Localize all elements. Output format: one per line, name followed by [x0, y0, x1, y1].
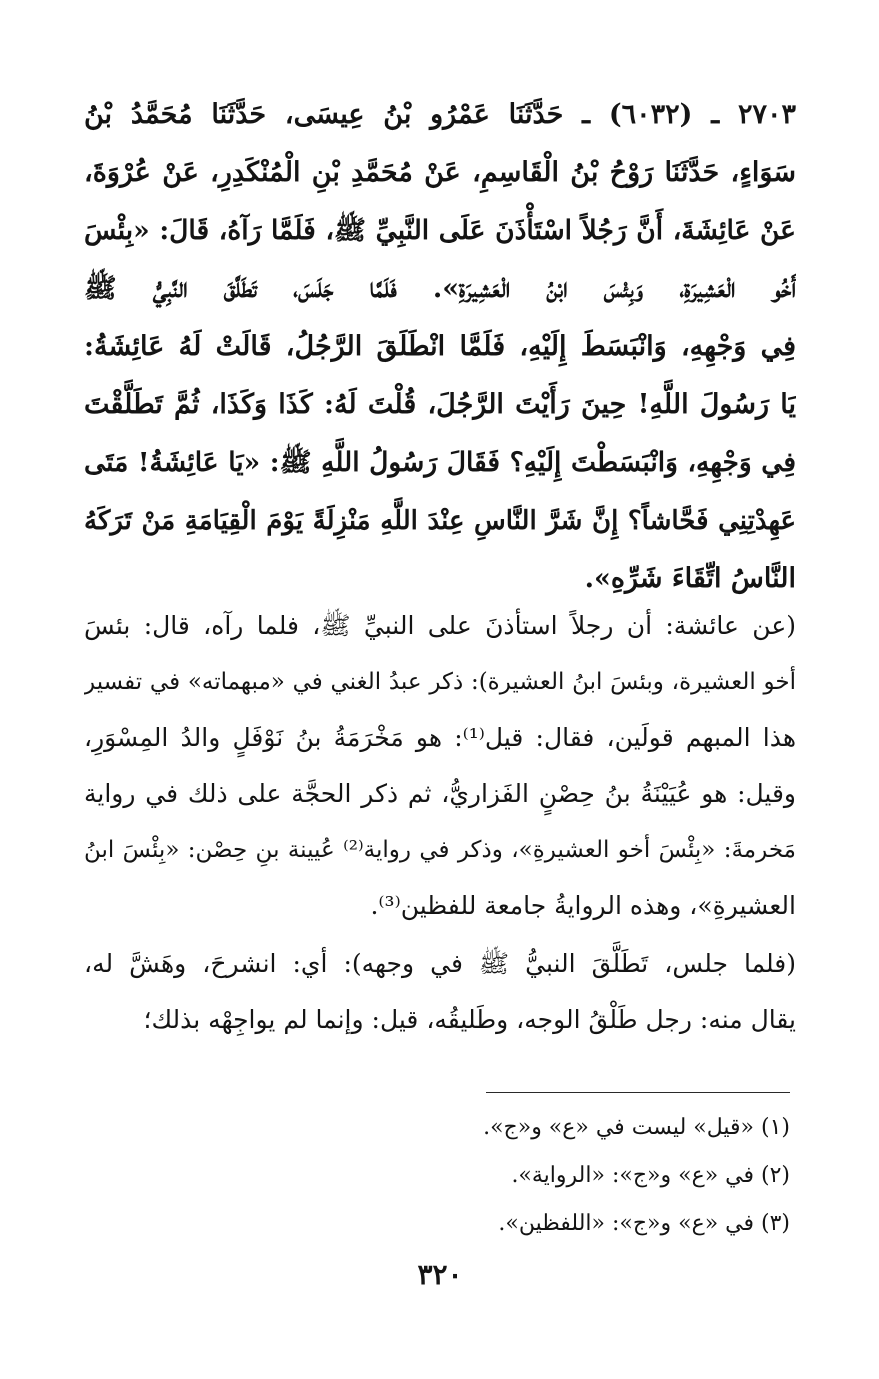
- hadith-line-9: النَّاسُ اتِّقَاءَ شَرِّهِ».: [584, 563, 796, 594]
- footnote-2: (٢) في «ع» و«ج»: «الرواية».: [511, 1163, 790, 1188]
- commentary-1-line-4: وقيل: هو عُيَيْنَةُ بنُ حِصْنٍ الفَزاريُّ، ثم ذكر الحجَّة على ذلك في رواية: [84, 779, 796, 808]
- hadith-line-4: أَخُو الْعَشِيرَةِ، وَبِئْسَ ابْنُ الْعَشِيرَةِ». فَلَمَّا جَلَسَ، تَطَلَّقَ النَّبِيُّ ﷺ: [84, 273, 796, 304]
- commentary-1-line-3: هذا المبهم قولَين، فقال: قيل⁽¹⁾: هو مَخْرَمَةُ بنُ نَوْفَلٍ والدُ المِسْوَرِ،: [84, 723, 796, 752]
- footnote-separator: [486, 1092, 790, 1093]
- commentary-1-line-1: (عن عائشة: أن رجلاً استأذنَ على النبيِّ ﷺ، فلما رآه، قال: بئسَ: [84, 611, 796, 640]
- footnote-1: (١) «قيل» ليست في «ع» و«ج».: [483, 1115, 790, 1140]
- hadith-line-3: عَنْ عَائِشَةَ، أَنَّ رَجُلاً اسْتَأْذَنَ عَلَى النَّبِيِّ ﷺ، فَلَمَّا رَآهُ، قَالَ: «بِئْسَ: [84, 215, 796, 246]
- commentary-1-line-2: أخو العشيرة، وبئسَ ابنُ العشيرة): ذكر عبدُ الغني في «مبهماته» في تفسير: [84, 669, 796, 695]
- commentary-2-line-1: (فلما جلس، تَطَلَّقَ النبيُّ ﷺ في وجهه): أي: انشرحَ، وهَشَّ له،: [84, 949, 796, 978]
- footnotes: [300, 1104, 790, 1248]
- commentary-2-line-2: يقال منه: رجل طَلْقُ الوجه، وطَليقُه، قيل: وإنما لم يواجِهْه بذلك؛: [143, 1005, 796, 1034]
- hadith-line-7: فِي وَجْهِهِ، وَانْبَسَطْتَ إِلَيْهِ؟ فَقَالَ رَسُولُ اللَّهِ ﷺ: «يَا عَائِشَةُ! مَتَى: [84, 447, 796, 478]
- commentary-1-line-6: العشيرةِ»، وهذه الروايةُ جامعة للفظين⁽³⁾.: [370, 891, 796, 920]
- footnote-3: (٣) في «ع» و«ج»: «اللفظين».: [498, 1211, 790, 1236]
- hadith-line-2: سَوَاءٍ، حَدَّثَنَا رَوْحُ بْنُ الْقَاسِمِ، عَنْ مُحَمَّدِ بْنِ الْمُنْكَدِرِ، عَنْ عُرْوَةَ،: [84, 157, 796, 188]
- hadith-line-6: يَا رَسُولَ اللَّهِ! حِينَ رَأَيْتَ الرَّجُلَ، قُلْتَ لَهُ: كَذَا وَكَذَا، ثُمَّ تَطَلَّقْتَ: [84, 389, 796, 420]
- commentary-paragraph-1: [84, 598, 796, 934]
- hadith-text: [84, 86, 796, 608]
- commentary-paragraph-2: [84, 936, 796, 1048]
- commentary-1-line-5: مَخرمةَ: «بِئْسَ أخو العشيرةِ»، وذكر في رواية⁽²⁾ عُيينة بنِ حِصْن: «بِئْسَ ابنُ: [84, 837, 796, 863]
- hadith-line-1: ٢٧٠٣ ـ (٦٠٣٢) ـ حَدَّثَنَا عَمْرُو بْنُ عِيسَى، حَدَّثَنَا مُحَمَّدُ بْنُ: [84, 99, 796, 130]
- hadith-line-5: فِي وَجْهِهِ، وَانْبَسَطَ إِلَيْهِ، فَلَمَّا انْطَلَقَ الرَّجُلُ، قَالَتْ لَهُ عَائِشَةُ:: [84, 331, 796, 362]
- hadith-line-8: عَهِدْتِنِي فَحَّاشاً؟ إِنَّ شَرَّ النَّاسِ عِنْدَ اللَّهِ مَنْزِلَةً يَوْمَ الْقِيَامَةِ مَنْ تَرَكَهُ: [84, 506, 796, 536]
- page-number: ٣٢٠: [417, 1258, 463, 1291]
